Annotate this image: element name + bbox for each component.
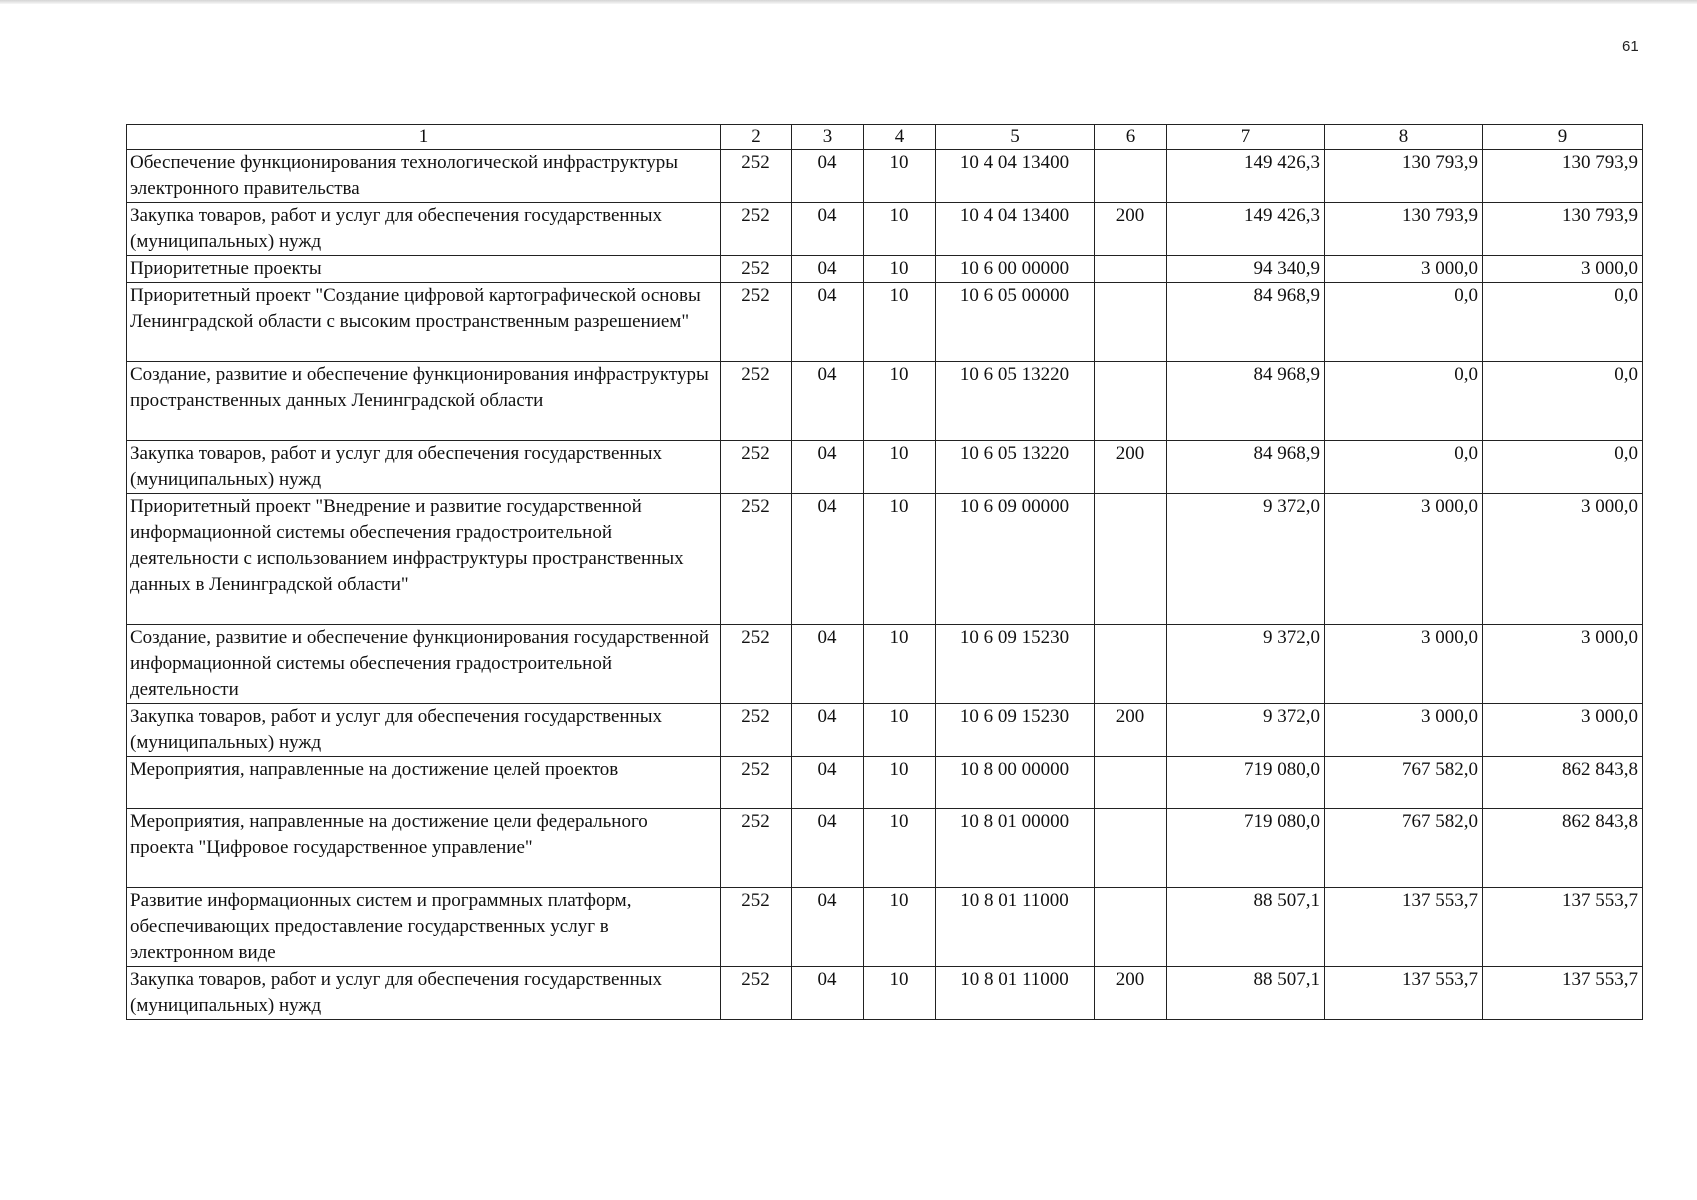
cell-amount-7: 149 426,3 bbox=[1167, 150, 1325, 203]
cell-amount-9: 0,0 bbox=[1483, 362, 1643, 441]
cell-section: 04 bbox=[792, 494, 864, 625]
table-row bbox=[127, 809, 1643, 888]
cell-subsection: 10 bbox=[864, 809, 936, 888]
row-name: Закупка товаров, работ и услуг для обеспечения государственных (муниципальных) нужд bbox=[127, 203, 721, 256]
cell-expense-type: 200 bbox=[1095, 441, 1167, 494]
column-header-4: 4 bbox=[864, 125, 936, 150]
cell-subsection: 10 bbox=[864, 256, 936, 283]
cell-target-article: 10 8 01 11000 bbox=[936, 967, 1095, 1020]
cell-section: 04 bbox=[792, 967, 864, 1020]
cell-amount-8: 3 000,0 bbox=[1325, 704, 1483, 757]
cell-target-article: 10 8 01 00000 bbox=[936, 809, 1095, 888]
cell-expense-type bbox=[1095, 256, 1167, 283]
cell-amount-7: 94 340,9 bbox=[1167, 256, 1325, 283]
cell-subsection: 10 bbox=[864, 888, 936, 967]
cell-subsection: 10 bbox=[864, 362, 936, 441]
row-name: Обеспечение функционирования технологической инфраструктуры электронного правительства bbox=[127, 150, 721, 203]
cell-target-article: 10 4 04 13400 bbox=[936, 203, 1095, 256]
row-name: Приоритетный проект "Внедрение и развитие государственной информационной системы обеспечения градостроительной деятельности с использованием инфраструктуры пространственных данных в Ленинградской области" bbox=[127, 494, 721, 625]
row-name: Создание, развитие и обеспечение функционирования инфраструктуры пространственных данных Ленинградской области bbox=[127, 362, 721, 441]
cell-expense-type bbox=[1095, 757, 1167, 809]
cell-subsection: 10 bbox=[864, 441, 936, 494]
column-header-7: 7 bbox=[1167, 125, 1325, 150]
page-number: 61 bbox=[1622, 38, 1639, 55]
cell-target-article: 10 8 00 00000 bbox=[936, 757, 1095, 809]
cell-section: 04 bbox=[792, 809, 864, 888]
cell-expense-type bbox=[1095, 625, 1167, 704]
cell-amount-7: 9 372,0 bbox=[1167, 625, 1325, 704]
cell-target-article: 10 6 05 00000 bbox=[936, 283, 1095, 362]
column-header-1: 1 bbox=[127, 125, 721, 150]
table-row bbox=[127, 203, 1643, 256]
cell-amount-8: 130 793,9 bbox=[1325, 150, 1483, 203]
header-row bbox=[127, 125, 1643, 150]
column-header-3: 3 bbox=[792, 125, 864, 150]
cell-expense-type bbox=[1095, 283, 1167, 362]
cell-section: 04 bbox=[792, 625, 864, 704]
cell-expense-type: 200 bbox=[1095, 967, 1167, 1020]
cell-code: 252 bbox=[721, 441, 792, 494]
cell-amount-7: 719 080,0 bbox=[1167, 757, 1325, 809]
scan-edge bbox=[0, 0, 1697, 4]
cell-expense-type bbox=[1095, 150, 1167, 203]
cell-subsection: 10 bbox=[864, 203, 936, 256]
cell-amount-9: 0,0 bbox=[1483, 283, 1643, 362]
column-header-8: 8 bbox=[1325, 125, 1483, 150]
row-name: Закупка товаров, работ и услуг для обеспечения государственных (муниципальных) нужд bbox=[127, 441, 721, 494]
cell-amount-7: 88 507,1 bbox=[1167, 967, 1325, 1020]
cell-target-article: 10 8 01 11000 bbox=[936, 888, 1095, 967]
cell-code: 252 bbox=[721, 283, 792, 362]
cell-amount-7: 84 968,9 bbox=[1167, 283, 1325, 362]
table-row bbox=[127, 625, 1643, 704]
cell-code: 252 bbox=[721, 256, 792, 283]
cell-code: 252 bbox=[721, 362, 792, 441]
row-name: Приоритетные проекты bbox=[127, 256, 721, 283]
cell-section: 04 bbox=[792, 203, 864, 256]
cell-amount-9: 3 000,0 bbox=[1483, 256, 1643, 283]
cell-amount-8: 3 000,0 bbox=[1325, 625, 1483, 704]
cell-subsection: 10 bbox=[864, 494, 936, 625]
table-row bbox=[127, 888, 1643, 967]
cell-amount-7: 88 507,1 bbox=[1167, 888, 1325, 967]
cell-section: 04 bbox=[792, 283, 864, 362]
table-row bbox=[127, 704, 1643, 757]
cell-subsection: 10 bbox=[864, 283, 936, 362]
cell-expense-type: 200 bbox=[1095, 704, 1167, 757]
cell-amount-9: 862 843,8 bbox=[1483, 809, 1643, 888]
cell-section: 04 bbox=[792, 256, 864, 283]
cell-amount-9: 137 553,7 bbox=[1483, 888, 1643, 967]
cell-amount-9: 0,0 bbox=[1483, 441, 1643, 494]
cell-amount-7: 719 080,0 bbox=[1167, 809, 1325, 888]
table-row bbox=[127, 967, 1643, 1020]
cell-subsection: 10 bbox=[864, 967, 936, 1020]
cell-subsection: 10 bbox=[864, 704, 936, 757]
cell-code: 252 bbox=[721, 757, 792, 809]
cell-target-article: 10 6 09 15230 bbox=[936, 625, 1095, 704]
table-row bbox=[127, 150, 1643, 203]
cell-subsection: 10 bbox=[864, 625, 936, 704]
cell-target-article: 10 6 05 13220 bbox=[936, 362, 1095, 441]
cell-section: 04 bbox=[792, 150, 864, 203]
row-name: Закупка товаров, работ и услуг для обеспечения государственных (муниципальных) нужд bbox=[127, 704, 721, 757]
row-name: Закупка товаров, работ и услуг для обеспечения государственных (муниципальных) нужд bbox=[127, 967, 721, 1020]
cell-section: 04 bbox=[792, 362, 864, 441]
cell-amount-8: 3 000,0 bbox=[1325, 256, 1483, 283]
cell-amount-8: 0,0 bbox=[1325, 441, 1483, 494]
cell-subsection: 10 bbox=[864, 757, 936, 809]
cell-code: 252 bbox=[721, 809, 792, 888]
cell-amount-9: 3 000,0 bbox=[1483, 494, 1643, 625]
cell-expense-type bbox=[1095, 888, 1167, 967]
table-row bbox=[127, 441, 1643, 494]
cell-amount-8: 767 582,0 bbox=[1325, 809, 1483, 888]
cell-code: 252 bbox=[721, 888, 792, 967]
cell-expense-type bbox=[1095, 494, 1167, 625]
cell-amount-7: 9 372,0 bbox=[1167, 494, 1325, 625]
column-header-9: 9 bbox=[1483, 125, 1643, 150]
cell-section: 04 bbox=[792, 704, 864, 757]
column-header-2: 2 bbox=[721, 125, 792, 150]
cell-section: 04 bbox=[792, 441, 864, 494]
cell-code: 252 bbox=[721, 967, 792, 1020]
cell-expense-type bbox=[1095, 362, 1167, 441]
cell-amount-7: 84 968,9 bbox=[1167, 441, 1325, 494]
cell-target-article: 10 6 05 13220 bbox=[936, 441, 1095, 494]
cell-expense-type bbox=[1095, 809, 1167, 888]
table-row bbox=[127, 362, 1643, 441]
cell-target-article: 10 6 09 15230 bbox=[936, 704, 1095, 757]
cell-target-article: 10 6 00 00000 bbox=[936, 256, 1095, 283]
cell-section: 04 bbox=[792, 757, 864, 809]
cell-amount-8: 0,0 bbox=[1325, 362, 1483, 441]
row-name: Развитие информационных систем и программных платформ, обеспечивающих предоставление государственных услуг в электронном виде bbox=[127, 888, 721, 967]
table-row bbox=[127, 256, 1643, 283]
row-name: Создание, развитие и обеспечение функционирования государственной информационной системы обеспечения градостроительной деятельности bbox=[127, 625, 721, 704]
cell-amount-8: 137 553,7 bbox=[1325, 967, 1483, 1020]
cell-amount-8: 130 793,9 bbox=[1325, 203, 1483, 256]
cell-amount-8: 767 582,0 bbox=[1325, 757, 1483, 809]
table-row bbox=[127, 757, 1643, 809]
cell-amount-8: 137 553,7 bbox=[1325, 888, 1483, 967]
cell-amount-9: 137 553,7 bbox=[1483, 967, 1643, 1020]
cell-target-article: 10 4 04 13400 bbox=[936, 150, 1095, 203]
cell-amount-8: 3 000,0 bbox=[1325, 494, 1483, 625]
cell-amount-9: 3 000,0 bbox=[1483, 625, 1643, 704]
cell-target-article: 10 6 09 00000 bbox=[936, 494, 1095, 625]
cell-amount-9: 3 000,0 bbox=[1483, 704, 1643, 757]
column-header-5: 5 bbox=[936, 125, 1095, 150]
cell-amount-7: 84 968,9 bbox=[1167, 362, 1325, 441]
cell-code: 252 bbox=[721, 203, 792, 256]
table-row bbox=[127, 283, 1643, 362]
row-name: Приоритетный проект "Создание цифровой картографической основы Ленинградской области с высоким пространственным разрешением" bbox=[127, 283, 721, 362]
cell-amount-7: 9 372,0 bbox=[1167, 704, 1325, 757]
cell-expense-type: 200 bbox=[1095, 203, 1167, 256]
cell-subsection: 10 bbox=[864, 150, 936, 203]
cell-amount-8: 0,0 bbox=[1325, 283, 1483, 362]
cell-amount-9: 130 793,9 bbox=[1483, 203, 1643, 256]
cell-section: 04 bbox=[792, 888, 864, 967]
cell-code: 252 bbox=[721, 494, 792, 625]
budget-table bbox=[126, 124, 1643, 1020]
cell-code: 252 bbox=[721, 625, 792, 704]
row-name: Мероприятия, направленные на достижение цели федерального проекта "Цифровое государственное управление" bbox=[127, 809, 721, 888]
row-name: Мероприятия, направленные на достижение целей проектов bbox=[127, 757, 721, 809]
cell-amount-7: 149 426,3 bbox=[1167, 203, 1325, 256]
cell-code: 252 bbox=[721, 704, 792, 757]
table-row bbox=[127, 494, 1643, 625]
column-header-6: 6 bbox=[1095, 125, 1167, 150]
cell-code: 252 bbox=[721, 150, 792, 203]
cell-amount-9: 862 843,8 bbox=[1483, 757, 1643, 809]
cell-amount-9: 130 793,9 bbox=[1483, 150, 1643, 203]
